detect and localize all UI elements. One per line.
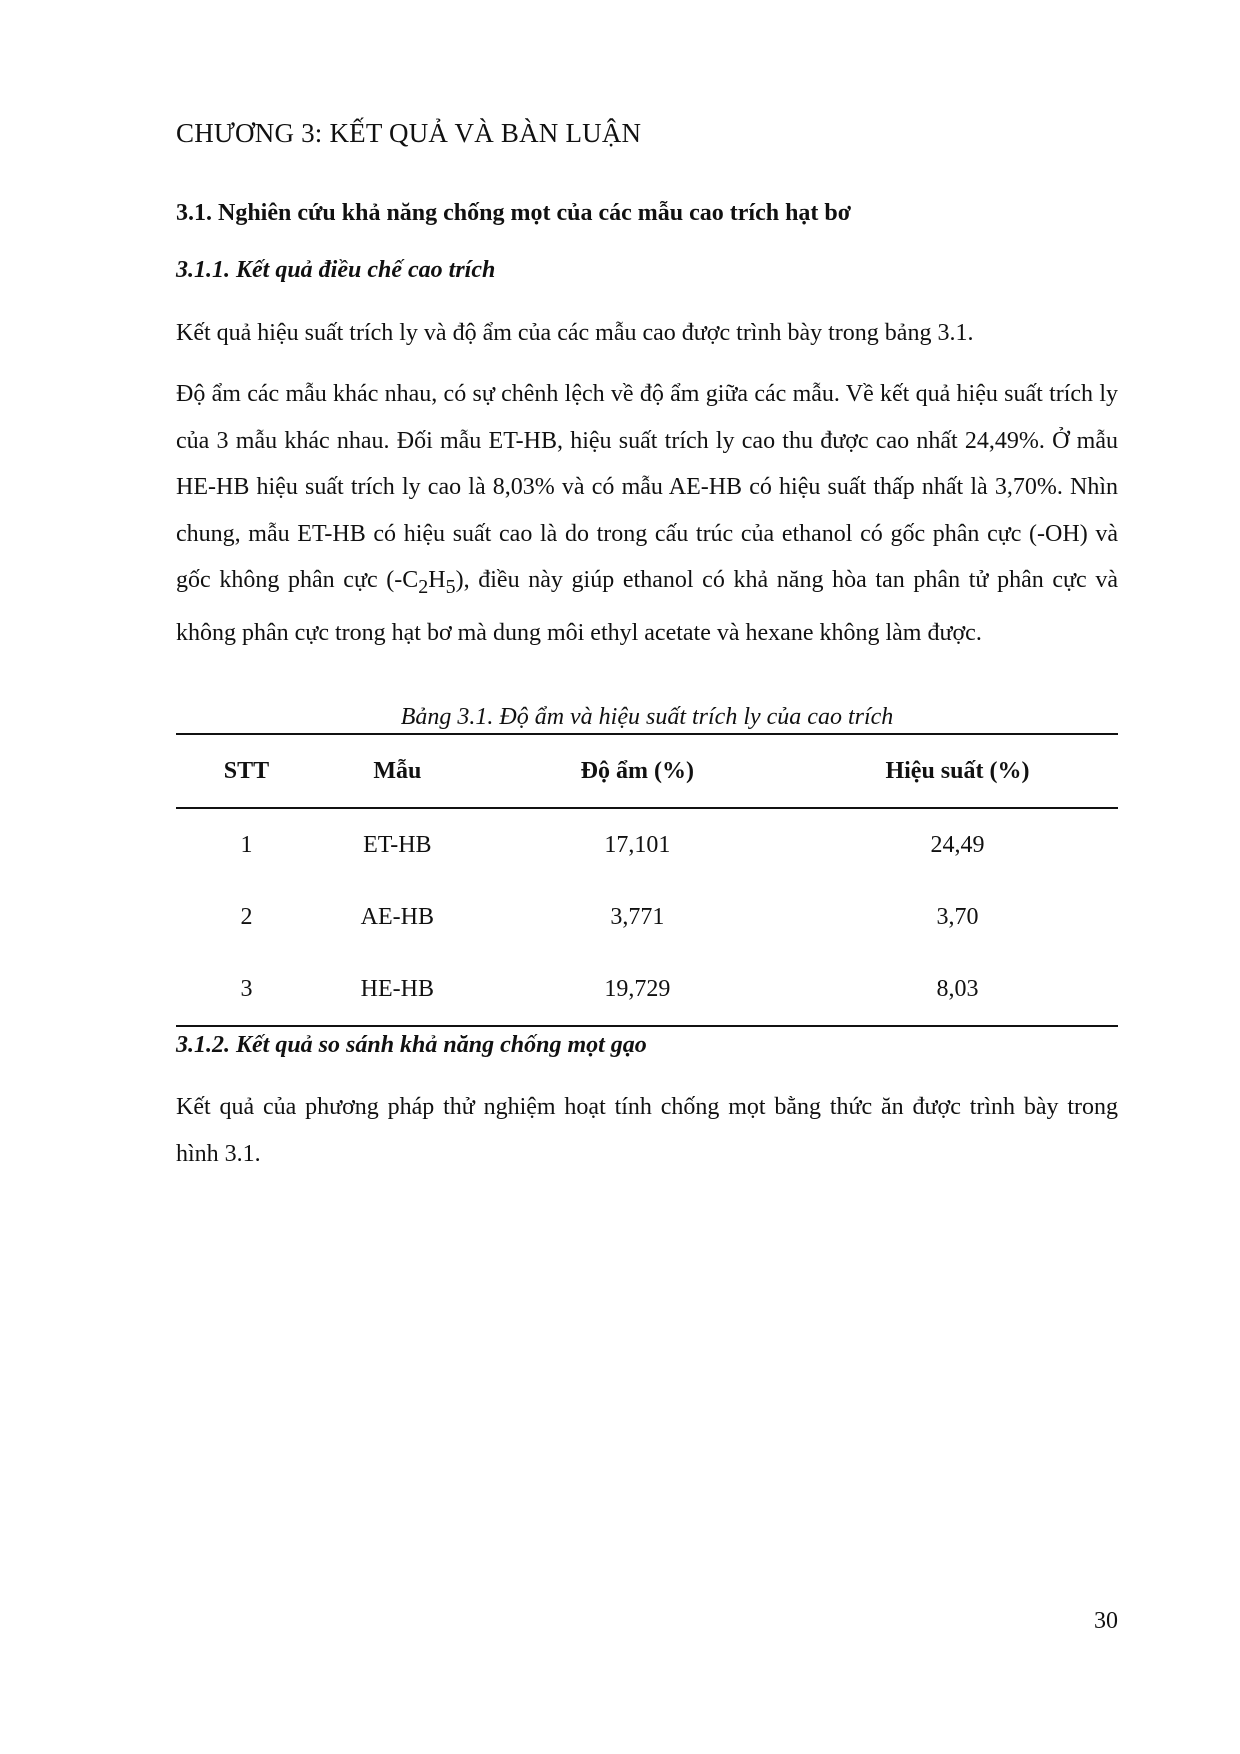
header-sample: Mẫu [317, 734, 478, 808]
results-table [176, 733, 1118, 1027]
cell-stt: 1 [240, 831, 253, 858]
header-stt: STT [176, 734, 317, 808]
cell-yield: 24,49 [930, 831, 985, 858]
cell-yield: 3,70 [936, 903, 979, 930]
paragraph-discussion [176, 371, 1118, 657]
cell-yield: 8,03 [797, 953, 1118, 1026]
cell-moisture: 19,729 [478, 953, 797, 1026]
table-row [176, 881, 1118, 953]
table-caption: Bảng 3.1. Độ ẩm và hiệu suất trích ly của cao trích [400, 704, 894, 730]
chapter-title: CHƯƠNG 3: KẾT QUẢ VÀ BÀN LUẬN [176, 118, 642, 148]
subsection-heading-3-1-1: 3.1.1. Kết quả điều chế cao trích [176, 257, 496, 283]
cell-sample: ET-HB [363, 831, 432, 858]
table-row [176, 953, 1118, 1026]
cell-sample: HE-HB [317, 953, 478, 1026]
header-moisture: Độ ẩm (%) [478, 734, 797, 808]
page-number: 30 [1094, 1608, 1118, 1634]
paragraph-discussion-h: H [428, 567, 446, 593]
table-row [176, 808, 1118, 881]
paragraph-discussion-text-2: ), điều này giúp ethanol có khả năng hòa tan phân tử phân cực và không phân cực trong hạt bơ mà dung môi ethyl acetate và hexane không làm được. [176, 567, 1119, 647]
paragraph-discussion-text-1: Độ ẩm các mẫu khác nhau, có sự chênh lệch về độ ẩm giữa các mẫu. Về kết quả hiệu suất trích ly của 3 mẫu khác nhau. Đối mẫu ET-HB, hiệu suất trích ly cao thu được cao nhất 24,49%. Ở mẫu HE-HB hiệu suất trích ly cao là 8,03% và có mẫu AE-HB có hiệu suất thấp nhất là 3,70%. Nhìn chung, mẫu ET-HB có hiệu suất cao là do trong cấu trúc của ethanol có gốc phân cực (-OH) và gốc không phân cực (-C [176, 381, 1118, 593]
paragraph-intro: Kết quả hiệu suất trích ly và độ ẩm của các mẫu cao được trình bày trong bảng 3.1. [176, 320, 974, 346]
header-yield: Hiệu suất (%) [797, 734, 1118, 808]
subsection-heading-3-1-2: 3.1.2. Kết quả so sánh khả năng chống mọt gạo [176, 1032, 647, 1058]
paragraph-figure-reference: Kết quả của phương pháp thử nghiệm hoạt tính chống mọt bằng thức ăn được trình bày trong hình 3.1. [176, 1094, 1118, 1167]
cell-moisture: 3,771 [610, 903, 665, 930]
section-heading-3-1: 3.1. Nghiên cứu khả năng chống mọt của các mẫu cao trích hạt bơ [176, 200, 852, 226]
subscript-5: 5 [445, 575, 456, 598]
table-header-row [176, 734, 1118, 808]
cell-stt: 3 [176, 953, 317, 1026]
cell-stt: 2 [240, 903, 253, 930]
subscript-2: 2 [418, 575, 429, 598]
cell-sample: AE-HB [360, 903, 434, 930]
cell-moisture: 17,101 [604, 831, 671, 858]
